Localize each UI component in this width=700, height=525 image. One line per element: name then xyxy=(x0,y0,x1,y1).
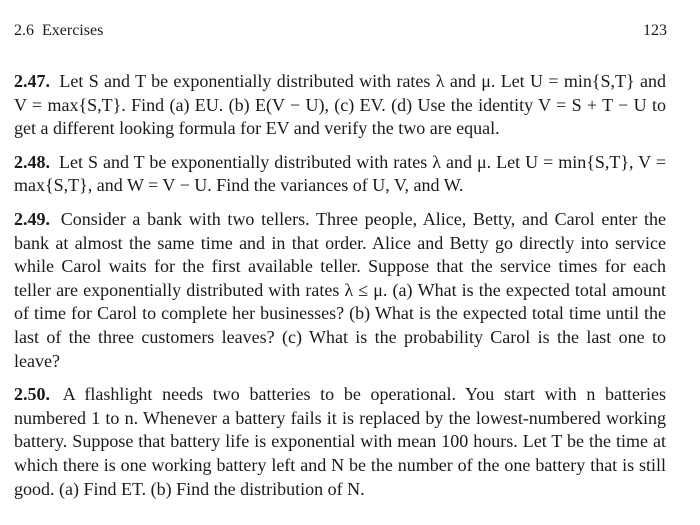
exercise-number: 2.50. xyxy=(14,384,50,405)
exercise-text: Let S and T be exponentially distributed with rates λ and μ. Let U = min{S,T} and V = max{S,T}. Find (a) EU. (b) E(V − U), (c) EV. (d) Use the identity V = S + T − U to get a different looking formula for EV and verify the two are equal. xyxy=(14,71,667,139)
exercise-number: 2.49. xyxy=(14,208,50,229)
section-label xyxy=(14,20,103,42)
exercise-2-48 xyxy=(14,151,666,198)
section-title: Exercises xyxy=(42,22,104,39)
running-head xyxy=(14,20,667,42)
exercise-2-50 xyxy=(14,383,666,501)
exercise-list xyxy=(14,70,666,511)
exercise-2-47 xyxy=(14,70,666,141)
exercise-2-49 xyxy=(14,208,666,373)
exercise-text: Consider a bank with two tellers. Three people, Alice, Betty, and Carol enter the bank at almost the same time and in that order. Alice and Betty go directly into service while Carol waits for the first available teller. Suppose that the service times for each teller are exponentially distributed with rates λ ≤ μ. (a) What is the expected total amount of time for Carol to complete her businesses? (b) What is the expected total time until the last of the three customers leaves? (c) What is the probability Carol is the last one to leave? xyxy=(14,208,667,371)
exercise-text: A flashlight needs two batteries to be operational. You start with n batteries numbered 1 to n. Whenever a battery fails it is replaced by the lowest-numbered working battery. Suppose that battery life is exponential with mean 100 hours. Let T be the time at which there is one working battery left and N be the number of the one battery that is still good. (a) Find ET. (b) Find the distribution of N. xyxy=(14,384,666,499)
page-number: 123 xyxy=(643,22,667,39)
exercise-text: Let S and T be exponentially distributed with rates λ and μ. Let U = min{S,T}, V = max{S,T}, and W = V − U. Find the variances of U, V, and W. xyxy=(14,151,666,196)
section-number: 2.6 xyxy=(14,22,34,39)
exercise-number: 2.47. xyxy=(14,71,50,91)
exercise-number: 2.48. xyxy=(14,151,50,172)
